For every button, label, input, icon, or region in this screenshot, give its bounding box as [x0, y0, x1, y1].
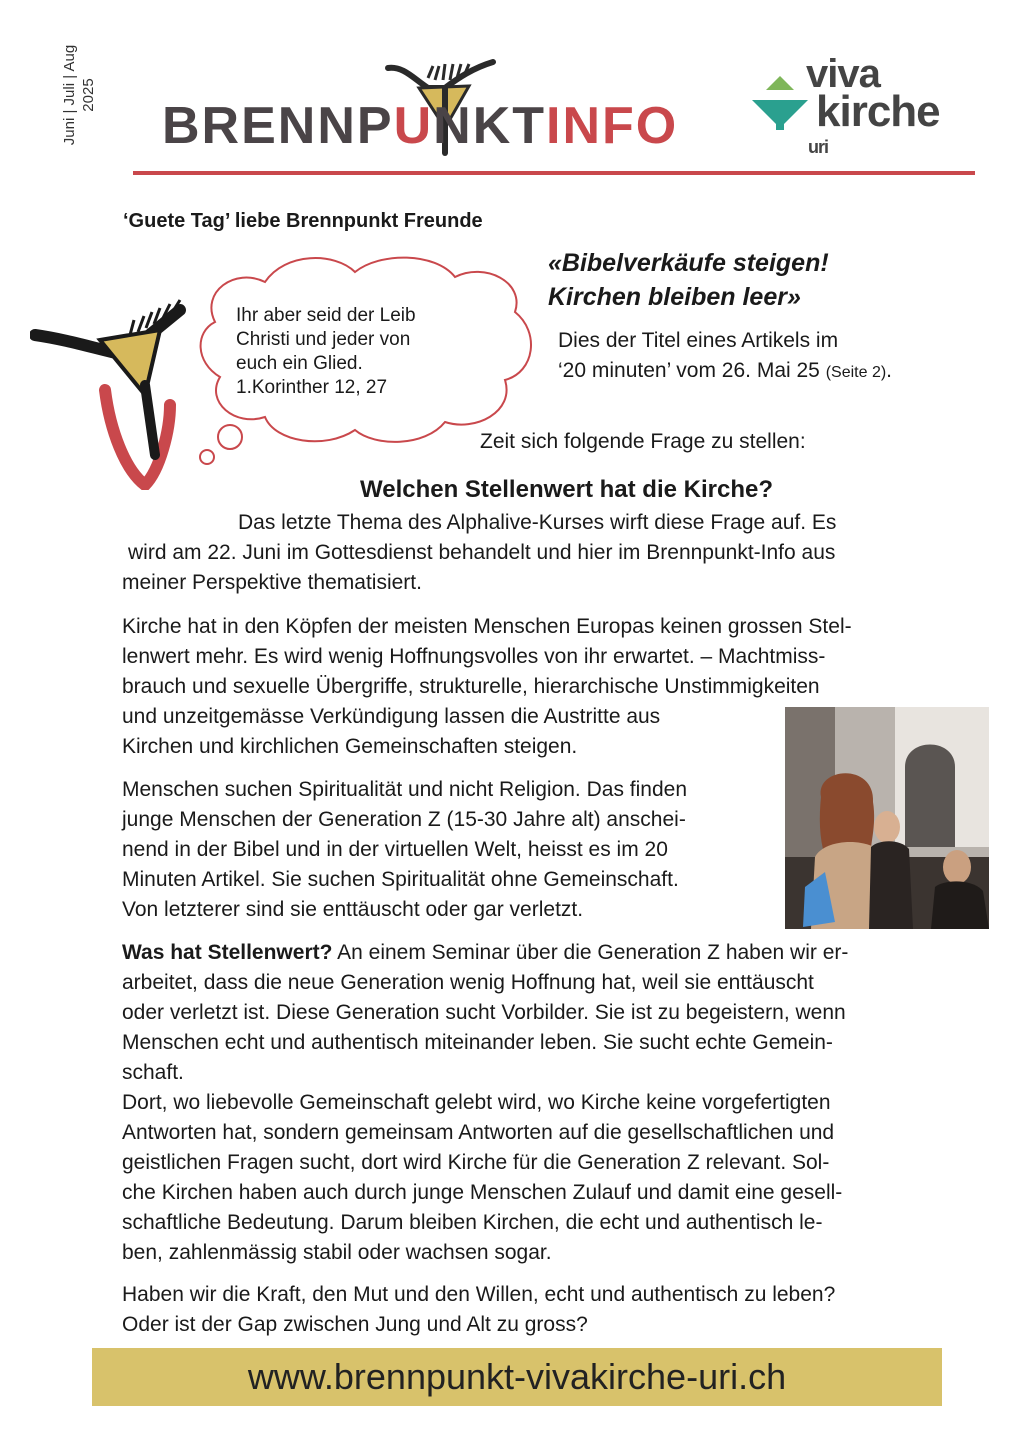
issue-date-year: 2025	[80, 78, 97, 112]
paragraph-4-line-4: Menschen echt und authentisch miteinander leben. Sie sucht echte Gemein-	[122, 1031, 833, 1054]
headline-line-2: Kirchen bleiben leer»	[548, 283, 801, 311]
headline-source	[558, 326, 892, 388]
paragraph-5-line-2: Antworten hat, sondern gemeinsam Antworten auf die gesellschaftlichen und	[122, 1121, 835, 1144]
paragraph-3-line-3: nend in der Bibel und in der virtuellen Welt, heisst es im 20	[122, 838, 668, 861]
article-headline	[548, 246, 829, 314]
source-end: .	[886, 359, 893, 382]
section-title: Welchen Stellenwert hat die Kirche?	[360, 476, 773, 503]
bible-quote	[236, 304, 466, 400]
paragraph-4	[122, 938, 962, 1268]
paragraph-2-line-4: und unzeitgemässe Verkündigung lassen die Austritte aus	[122, 705, 661, 728]
quote-line-1: Ihr aber seid der Leib	[236, 305, 416, 326]
source-text: ‘20 minuten’ vom 26. Mai 25	[558, 359, 820, 382]
masthead-brennp: BRENNP	[162, 97, 394, 155]
quote-line-3: euch ein Glied.	[236, 353, 363, 374]
source-page: (Seite 2)	[825, 364, 887, 381]
vivakirche-cross-icon	[750, 72, 810, 142]
paragraph-6-line-1: Haben wir die Kraft, den Mut und den Willen, echt und authentisch zu leben?	[122, 1283, 836, 1306]
quote-line-2: Christi und jeder von	[236, 329, 411, 350]
paragraph-3	[122, 775, 962, 925]
paragraph-2-line-3: brauch und sexuelle Übergriffe, strukturelle, hierarchische Unstimmigkeiten	[122, 675, 820, 698]
question-intro: Zeit sich folgende Frage zu stellen:	[480, 430, 806, 453]
footer-banner	[92, 1348, 942, 1406]
vivakirche-logo	[750, 52, 950, 160]
paragraph-1-line-1: Das letzte Thema des Alphalive-Kurses wirft diese Frage auf. Es	[238, 511, 837, 534]
paragraph-1-line-3: meiner Perspektive thematisiert.	[122, 571, 422, 594]
source-line-2	[558, 356, 892, 388]
paragraph-1-line-2: wird am 22. Juni im Gottesdienst behandelt und hier im Brennpunkt-Info aus	[128, 541, 836, 564]
paragraph-6-line-2: Oder ist der Gap zwischen Jung und Alt zu gross?	[122, 1313, 588, 1336]
paragraph-4-lead: Was hat Stellenwert?	[122, 941, 333, 964]
paragraph-3-line-5: Von letzterer sind sie enttäuscht oder gar verletzt.	[122, 898, 584, 921]
website-link[interactable]: www.brennpunkt-vivakirche-uri.ch	[247, 1356, 787, 1397]
greeting: ‘Guete Tag’ liebe Brennpunkt Freunde	[123, 210, 483, 232]
headline-line-1: «Bibelverkäufe steigen!	[548, 249, 829, 277]
paragraph-1	[122, 508, 962, 598]
paragraph-6	[122, 1280, 962, 1340]
brand-viva: viva	[806, 52, 880, 96]
header-divider	[133, 171, 975, 175]
paragraph-2-line-5: Kirchen und kirchlichen Gemeinschaften steigen.	[122, 735, 578, 758]
brand-kirche: kirche	[816, 87, 940, 136]
paragraph-5-line-1: Dort, wo liebevolle Gemeinschaft gelebt wird, wo Kirche keine vorgefertigten	[122, 1091, 831, 1114]
issue-date	[60, 20, 104, 170]
masthead-u-glyph: U	[393, 97, 434, 155]
paragraph-5-line-5: schaftliche Bedeutung. Darum bleiben Kirchen, die echt und authentisch le-	[122, 1211, 823, 1234]
masthead-title	[162, 96, 678, 156]
issue-date-months: Juni | Juli | Aug	[61, 44, 78, 146]
paragraph-3-line-1: Menschen suchen Spiritualität und nicht Religion. Das finden	[122, 778, 688, 801]
quote-reference: 1.Korinther 12, 27	[236, 377, 388, 398]
brand-uri: uri	[808, 137, 829, 157]
paragraph-4-line-1	[122, 938, 962, 968]
paragraph-5-line-4: che Kirchen haben auch durch junge Menschen Zulauf und damit eine gesell-	[122, 1181, 843, 1204]
paragraph-3-line-2: junge Menschen der Generation Z (15-30 Jahre alt) anschei-	[122, 808, 686, 831]
paragraph-3-line-4: Minuten Artikel. Sie suchen Spiritualität ohne Gemeinschaft.	[122, 868, 679, 891]
paragraph-2-line-1: Kirche hat in den Köpfen der meisten Menschen Europas keinen grossen Stel-	[122, 615, 852, 638]
paragraph-5-line-3: geistlichen Fragen sucht, dort wird Kirche für die Generation Z relevant. Sol-	[122, 1151, 830, 1174]
paragraph-4-line-5: schaft.	[122, 1061, 184, 1084]
source-line-1: Dies der Titel eines Artikels im	[558, 329, 839, 352]
paragraph-4-line-2: arbeitet, dass die neue Generation wenig Hoffnung hat, weil sie enttäuscht	[122, 971, 814, 994]
masthead-nkt: NKT	[433, 97, 547, 155]
brennpunkt-mark-icon	[30, 280, 215, 490]
masthead-info: INFO	[546, 97, 679, 155]
paragraph-4-line-1-text: An einem Seminar über die Generation Z haben wir er-	[332, 941, 849, 964]
paragraph-5-line-6: ben, zahlenmässig stabil oder wachsen sogar.	[122, 1241, 552, 1264]
paragraph-4-line-3: oder verletzt ist. Diese Generation sucht Vorbilder. Sie ist zu begeistern, wenn	[122, 1001, 846, 1024]
paragraph-2-line-2: lenwert mehr. Es wird wenig Hoffnungsvolles von ihr erwartet. – Machtmiss-	[122, 645, 826, 668]
